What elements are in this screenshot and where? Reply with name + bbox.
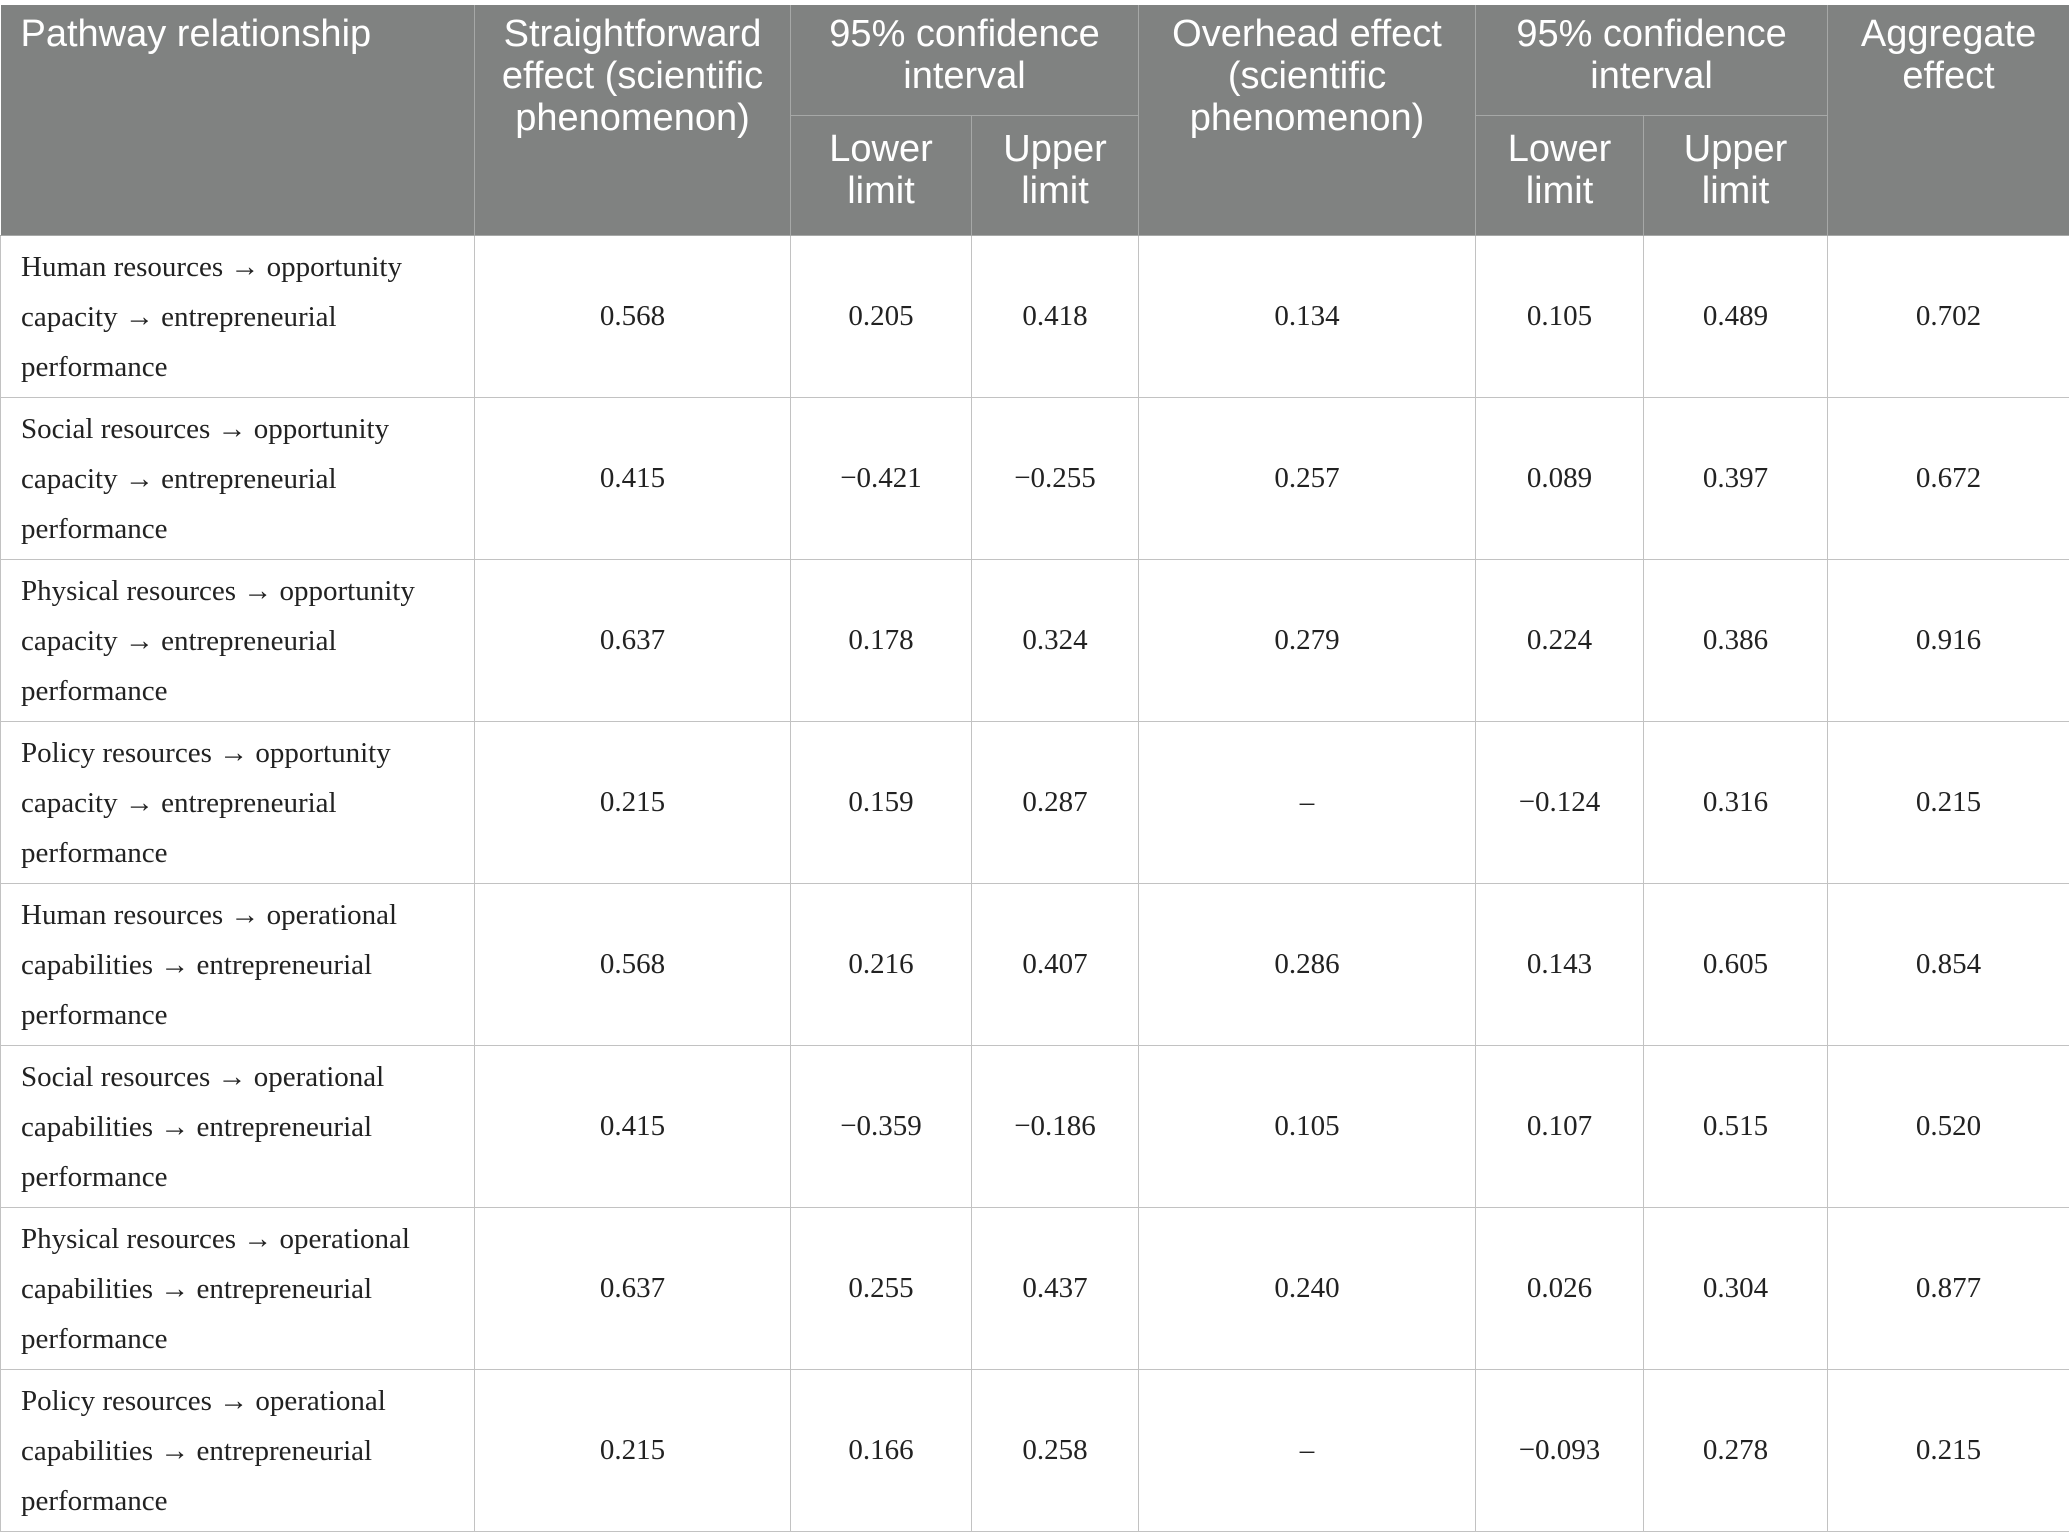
table-body xyxy=(1,236,2069,1532)
table-row xyxy=(1,236,2069,398)
cell-ci2-upper: 0.397 xyxy=(1644,398,1828,560)
header-upper-limit-2: Upper limit xyxy=(1644,116,1828,236)
cell-pathway: Policy resources → opportunity capacity → entrepreneurial performance xyxy=(1,722,475,884)
table-row xyxy=(1,560,2069,722)
cell-straightforward: 0.215 xyxy=(475,722,791,884)
cell-ci2-upper: 0.515 xyxy=(1644,1046,1828,1208)
cell-pathway: Physical resources → operational capabilities → entrepreneurial performance xyxy=(1,1208,475,1370)
cell-ci1-lower: −0.359 xyxy=(791,1046,972,1208)
header-upper-limit-1: Upper limit xyxy=(972,116,1139,236)
cell-overhead: 0.257 xyxy=(1139,398,1476,560)
cell-ci2-upper: 0.386 xyxy=(1644,560,1828,722)
cell-ci2-upper: 0.489 xyxy=(1644,236,1828,398)
cell-pathway: Policy resources → operational capabilities → entrepreneurial performance xyxy=(1,1370,475,1532)
cell-ci1-lower: 0.205 xyxy=(791,236,972,398)
cell-straightforward: 0.415 xyxy=(475,398,791,560)
cell-ci2-upper: 0.316 xyxy=(1644,722,1828,884)
cell-ci1-upper: −0.255 xyxy=(972,398,1139,560)
cell-ci2-lower: 0.107 xyxy=(1476,1046,1644,1208)
header-overhead-effect: Overhead effect (scientific phenomenon) xyxy=(1139,5,1476,236)
header-lower-limit-2: Lower limit xyxy=(1476,116,1644,236)
header-straightforward-effect: Straightforward effect (scientific phenomenon) xyxy=(475,5,791,236)
cell-ci2-lower: 0.224 xyxy=(1476,560,1644,722)
cell-ci1-upper: 0.324 xyxy=(972,560,1139,722)
cell-pathway: Human resources → operational capabilities → entrepreneurial performance xyxy=(1,884,475,1046)
cell-overhead: – xyxy=(1139,1370,1476,1532)
cell-ci2-lower: 0.026 xyxy=(1476,1208,1644,1370)
cell-straightforward: 0.637 xyxy=(475,560,791,722)
cell-ci2-lower: 0.105 xyxy=(1476,236,1644,398)
cell-ci2-upper: 0.278 xyxy=(1644,1370,1828,1532)
cell-straightforward: 0.215 xyxy=(475,1370,791,1532)
cell-ci1-upper: 0.407 xyxy=(972,884,1139,1046)
table-row xyxy=(1,722,2069,884)
cell-ci1-lower: 0.178 xyxy=(791,560,972,722)
cell-ci1-upper: 0.258 xyxy=(972,1370,1139,1532)
cell-ci1-upper: 0.287 xyxy=(972,722,1139,884)
table-row xyxy=(1,398,2069,560)
mediation-effects-table xyxy=(0,5,2069,1532)
cell-aggregate: 0.877 xyxy=(1828,1208,2069,1370)
cell-aggregate: 0.520 xyxy=(1828,1046,2069,1208)
cell-ci2-lower: −0.093 xyxy=(1476,1370,1644,1532)
cell-ci1-lower: 0.159 xyxy=(791,722,972,884)
header-aggregate-effect: Aggregate effect xyxy=(1828,5,2069,236)
table-header xyxy=(1,5,2069,236)
cell-straightforward: 0.568 xyxy=(475,884,791,1046)
cell-pathway: Social resources → opportunity capacity → entrepreneurial performance xyxy=(1,398,475,560)
header-pathway-relationship: Pathway relationship xyxy=(1,5,475,236)
cell-pathway: Physical resources → opportunity capacity → entrepreneurial performance xyxy=(1,560,475,722)
cell-aggregate: 0.916 xyxy=(1828,560,2069,722)
table-row xyxy=(1,884,2069,1046)
cell-aggregate: 0.215 xyxy=(1828,1370,2069,1532)
table-row xyxy=(1,1370,2069,1532)
cell-overhead: – xyxy=(1139,722,1476,884)
table-row xyxy=(1,1208,2069,1370)
cell-straightforward: 0.415 xyxy=(475,1046,791,1208)
cell-aggregate: 0.215 xyxy=(1828,722,2069,884)
cell-overhead: 0.240 xyxy=(1139,1208,1476,1370)
header-confidence-interval-2: 95% confidence interval xyxy=(1476,5,1828,116)
cell-ci2-lower: −0.124 xyxy=(1476,722,1644,884)
cell-straightforward: 0.568 xyxy=(475,236,791,398)
cell-aggregate: 0.854 xyxy=(1828,884,2069,1046)
header-confidence-interval-1: 95% confidence interval xyxy=(791,5,1139,116)
cell-ci1-lower: 0.255 xyxy=(791,1208,972,1370)
cell-overhead: 0.105 xyxy=(1139,1046,1476,1208)
cell-overhead: 0.134 xyxy=(1139,236,1476,398)
cell-ci1-upper: 0.418 xyxy=(972,236,1139,398)
cell-ci2-upper: 0.304 xyxy=(1644,1208,1828,1370)
cell-straightforward: 0.637 xyxy=(475,1208,791,1370)
cell-ci1-lower: 0.166 xyxy=(791,1370,972,1532)
cell-ci2-lower: 0.089 xyxy=(1476,398,1644,560)
cell-ci1-upper: 0.437 xyxy=(972,1208,1139,1370)
cell-overhead: 0.279 xyxy=(1139,560,1476,722)
cell-ci2-lower: 0.143 xyxy=(1476,884,1644,1046)
cell-aggregate: 0.672 xyxy=(1828,398,2069,560)
table-row xyxy=(1,1046,2069,1208)
cell-pathway: Social resources → operational capabilities → entrepreneurial performance xyxy=(1,1046,475,1208)
cell-pathway: Human resources → opportunity capacity → entrepreneurial performance xyxy=(1,236,475,398)
cell-ci1-lower: 0.216 xyxy=(791,884,972,1046)
cell-ci2-upper: 0.605 xyxy=(1644,884,1828,1046)
header-lower-limit-1: Lower limit xyxy=(791,116,972,236)
cell-aggregate: 0.702 xyxy=(1828,236,2069,398)
cell-ci1-upper: −0.186 xyxy=(972,1046,1139,1208)
cell-ci1-lower: −0.421 xyxy=(791,398,972,560)
cell-overhead: 0.286 xyxy=(1139,884,1476,1046)
